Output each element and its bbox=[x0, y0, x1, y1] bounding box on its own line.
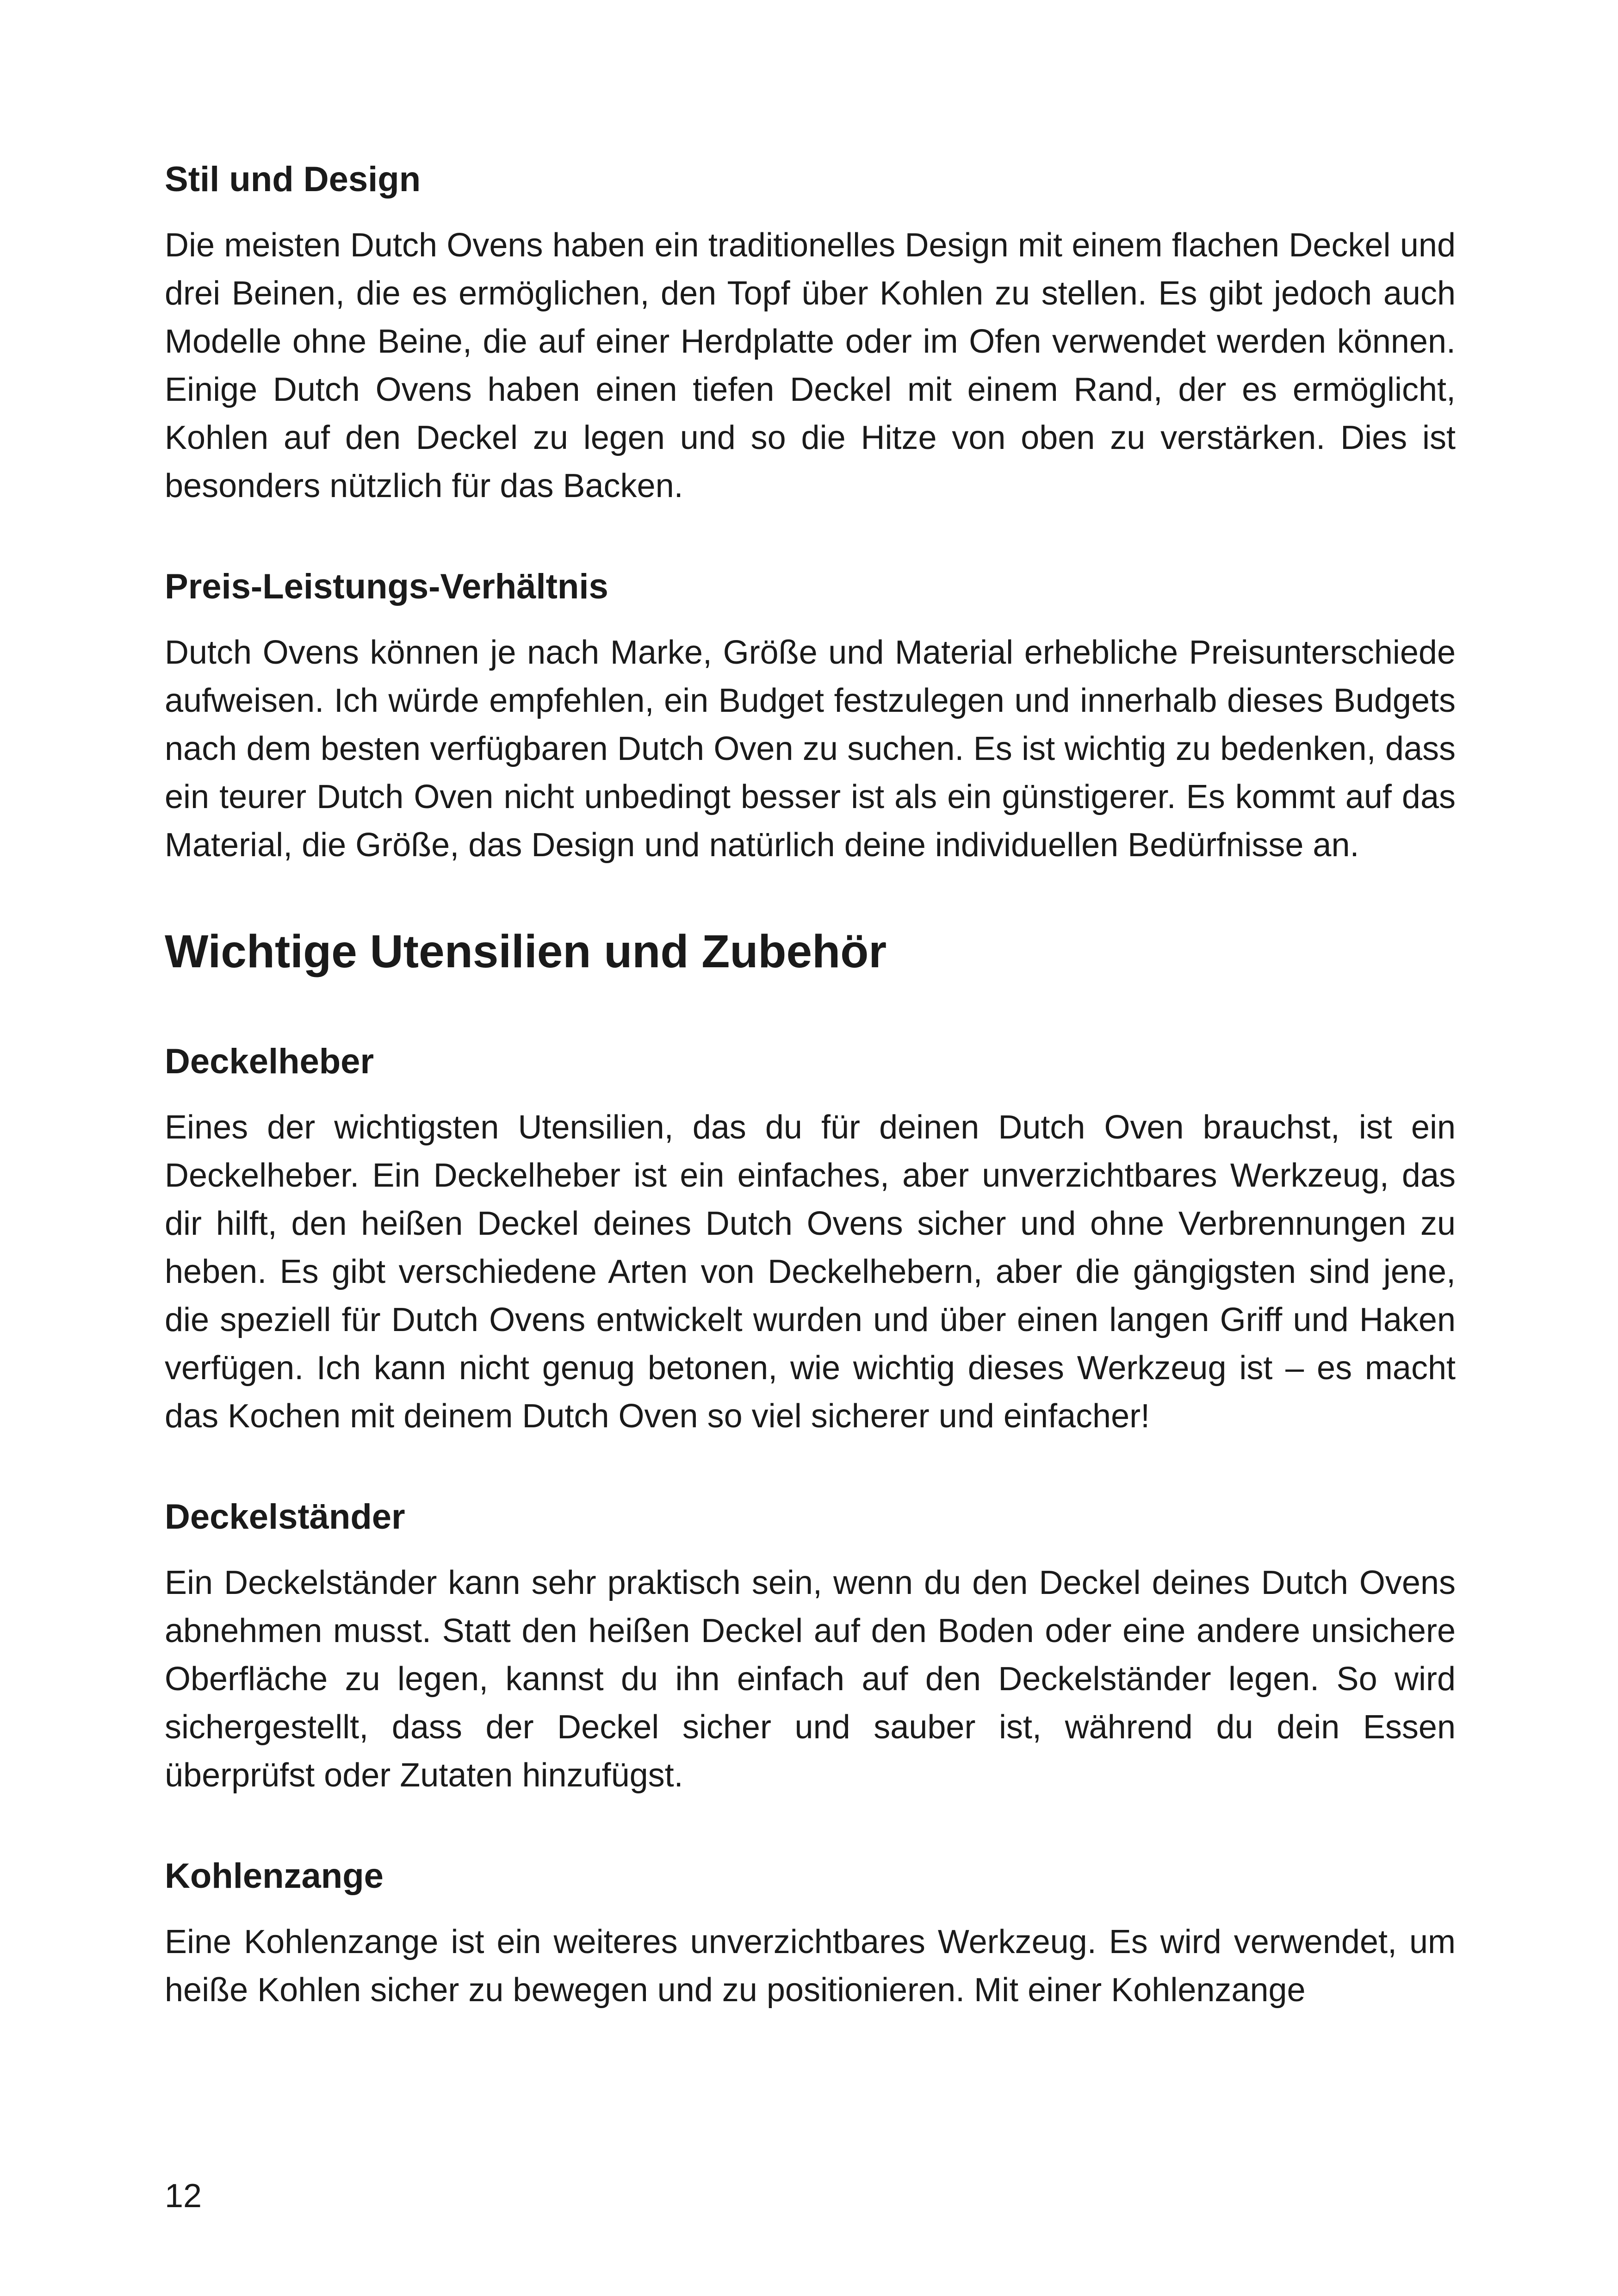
page-content bbox=[165, 157, 1456, 2069]
paragraph-preis-leistung: Dutch Ovens können je nach Marke, Größe und Material erhebliche Preisunterschiede aufweisen. Ich würde empfehlen, ein Budget festzulegen und innerhalb dieses Budgets nach dem besten verfügbaren Dutch Oven zu suchen. Es ist wichtig zu bedenken, dass ein teurer Dutch Oven nicht unbedingt besser ist als ein günstigerer. Es kommt auf das Material, die Größe, das Design und natürlich deine individuellen Bedürfnisse an. bbox=[165, 634, 1456, 864]
subheading-preis-leistung: Preis-Leistungs-Verhältnis bbox=[165, 567, 608, 606]
paragraph-deckelheber: Eines der wichtigsten Utensilien, das du für deinen Dutch Oven brauchst, ist ein Deckelheber. Ein Deckelheber ist ein einfaches, aber unverzichtbares Werkzeug, das dir hilft, den heißen Deckel deines Dutch Ovens sicher und ohne Verbrennungen zu heben. Es gibt verschiedene Arten von Deckelhebern, aber die gängigsten sind jene, die speziell für Dutch Ovens entwickelt wurden und über einen langen Griff und Haken verfügen. Ich kann nicht genug betonen, wie wichtig dieses Werkzeug ist – es macht das Kochen mit deinem Dutch Oven so viel sicherer und einfacher! bbox=[165, 1109, 1456, 1435]
subheading-stil-und-design: Stil und Design bbox=[165, 160, 421, 199]
subheading-deckelheber: Deckelheber bbox=[165, 1042, 374, 1081]
section-title-utensilien: Wichtige Utensilien und Zubehör bbox=[165, 926, 887, 977]
page-number: 12 bbox=[165, 2178, 202, 2215]
subheading-deckelstaender: Deckelständer bbox=[165, 1497, 405, 1537]
paragraph-kohlenzange: Eine Kohlenzange ist ein weiteres unverzichtbares Werkzeug. Es wird verwendet, um heiße Kohlen sicher zu bewegen und zu positionieren. Mit einer Kohlenzange bbox=[165, 1923, 1456, 2009]
subheading-kohlenzange: Kohlenzange bbox=[165, 1856, 384, 1896]
paragraph-stil-und-design: Die meisten Dutch Ovens haben ein traditionelles Design mit einem flachen Deckel und drei Beinen, die es ermöglichen, den Topf über Kohlen zu stellen. Es gibt jedoch auch Modelle ohne Beine, die auf einer Herdplatte oder im Ofen verwendet werden können. Einige Dutch Ovens haben einen tiefen Deckel mit einem Rand, der es ermöglicht, Kohlen auf den Deckel zu legen und so die Hitze von oben zu verstärken. Dies ist besonders nützlich für das Backen. bbox=[165, 227, 1456, 504]
paragraph-deckelstaender: Ein Deckelständer kann sehr praktisch sein, wenn du den Deckel deines Dutch Ovens abnehmen musst. Statt den heißen Deckel auf den Boden oder eine andere unsichere Oberfläche zu legen, kannst du ihn einfach auf den Deckelständer legen. So wird sichergestellt, dass der Deckel sicher und sauber ist, während du dein Essen überprüfst oder Zutaten hinzufügst. bbox=[165, 1564, 1456, 1794]
